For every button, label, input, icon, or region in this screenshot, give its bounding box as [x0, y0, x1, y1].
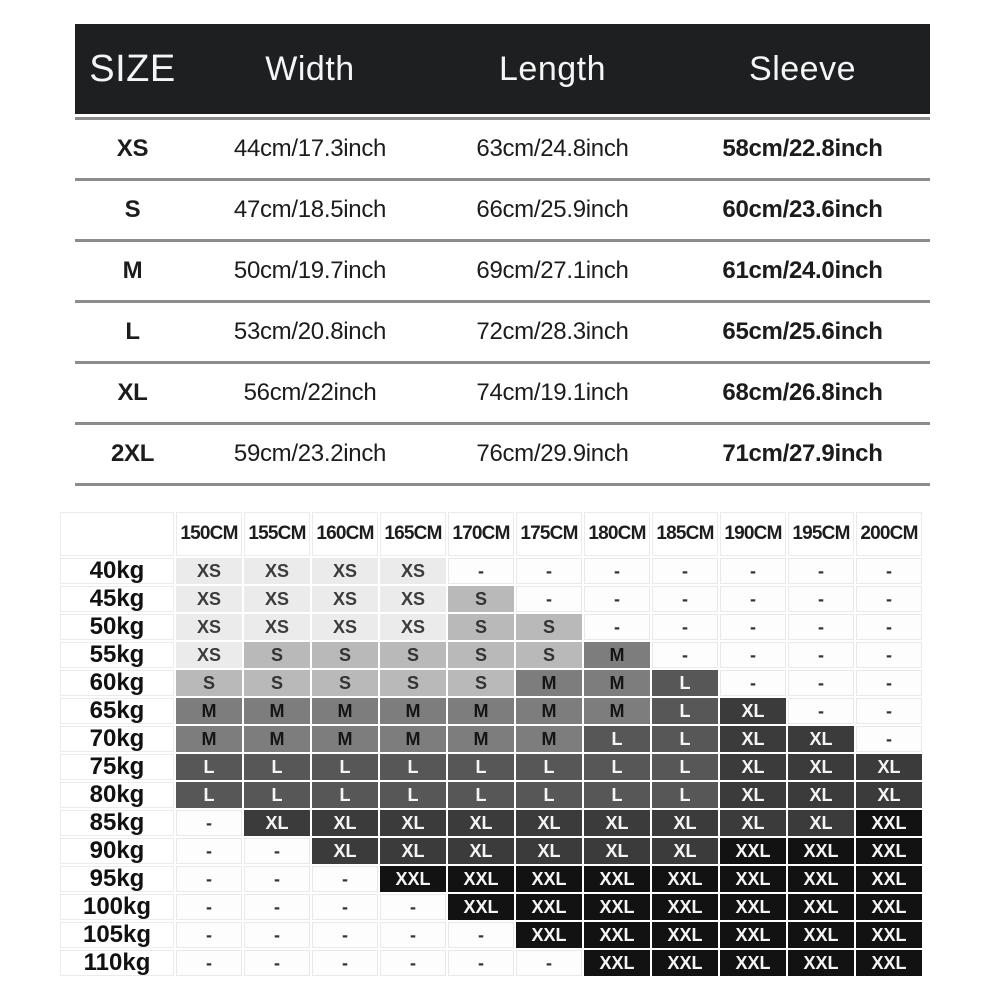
weight-label: 45kg	[60, 586, 176, 614]
empty-size-cell: -	[176, 922, 244, 950]
size-cell: XL	[720, 782, 788, 810]
empty-size-cell: -	[244, 866, 312, 894]
size-cell: XXL	[516, 866, 584, 894]
empty-size-cell: -	[312, 866, 380, 894]
size-cell: XXL	[652, 894, 720, 922]
size-cell: S	[244, 670, 312, 698]
size-cell: XXL	[788, 922, 856, 950]
size-cell: L	[176, 754, 244, 782]
measurement-value: 47cm/18.5inch	[233, 196, 387, 223]
size-cell: XL	[516, 810, 584, 838]
empty-size-cell: -	[584, 558, 652, 586]
size-cell: M	[516, 726, 584, 754]
measurement-value: 50cm/19.7inch	[233, 257, 387, 284]
size-cell: S	[448, 614, 516, 642]
size-cell: XL	[448, 810, 516, 838]
empty-size-cell: -	[652, 558, 720, 586]
size-cell: S	[244, 642, 312, 670]
measurement-row	[75, 303, 930, 364]
size-cell: M	[380, 726, 448, 754]
empty-size-cell: -	[856, 726, 924, 754]
size-cell: XL	[720, 810, 788, 838]
weight-label: 55kg	[60, 642, 176, 670]
weight-label: 95kg	[60, 866, 176, 894]
empty-size-cell: -	[176, 838, 244, 866]
size-cell: XXL	[856, 810, 924, 838]
size-cell: L	[244, 782, 312, 810]
empty-size-cell: -	[244, 894, 312, 922]
measurement-row	[75, 364, 930, 425]
size-cell: XS	[176, 642, 244, 670]
measurement-value: 60cm/23.6inch	[722, 196, 883, 223]
size-cell: XXL	[584, 922, 652, 950]
empty-size-cell: -	[856, 558, 924, 586]
empty-size-cell: -	[312, 894, 380, 922]
size-cell: XXL	[856, 866, 924, 894]
size-cell: XS	[312, 614, 380, 642]
size-cell: M	[312, 698, 380, 726]
size-cell: M	[176, 698, 244, 726]
size-cell: M	[380, 698, 448, 726]
measurement-value: 74cm/19.1inch	[476, 379, 629, 406]
height-header: 175CM	[516, 512, 584, 558]
size-cell: XL	[652, 838, 720, 866]
measurement-value: 71cm/27.9inch	[722, 440, 883, 467]
empty-size-cell: -	[788, 698, 856, 726]
size-cell: L	[244, 754, 312, 782]
size-cell: S	[448, 670, 516, 698]
empty-size-cell: -	[584, 586, 652, 614]
empty-size-cell: -	[244, 838, 312, 866]
empty-size-cell: -	[448, 950, 516, 978]
size-cell: S	[176, 670, 244, 698]
size-cell: M	[176, 726, 244, 754]
size-label: XS	[116, 135, 149, 162]
height-header: 180CM	[584, 512, 652, 558]
size-cell: XXL	[448, 894, 516, 922]
size-cell: M	[448, 698, 516, 726]
matrix-row	[60, 614, 924, 642]
size-cell: XXL	[788, 838, 856, 866]
empty-size-cell: -	[516, 558, 584, 586]
empty-size-cell: -	[176, 810, 244, 838]
size-cell: XXL	[856, 838, 924, 866]
size-cell: XXL	[652, 950, 720, 978]
measurement-column-header: Length	[499, 49, 606, 88]
measurement-value: 69cm/27.1inch	[476, 257, 629, 284]
weight-label: 105kg	[60, 922, 176, 950]
size-cell: L	[584, 782, 652, 810]
size-cell: L	[516, 782, 584, 810]
size-cell: S	[516, 614, 584, 642]
empty-size-cell: -	[652, 586, 720, 614]
size-cell: XL	[516, 838, 584, 866]
size-label: XL	[117, 379, 148, 406]
size-cell: XXL	[720, 866, 788, 894]
matrix-row	[60, 642, 924, 670]
measurement-column-header: Sleeve	[749, 49, 856, 88]
measurement-value: 61cm/24.0inch	[722, 257, 883, 284]
size-cell: XS	[312, 586, 380, 614]
size-cell: XS	[176, 586, 244, 614]
size-cell: L	[448, 782, 516, 810]
empty-size-cell: -	[856, 670, 924, 698]
height-header: 160CM	[312, 512, 380, 558]
empty-size-cell: -	[516, 586, 584, 614]
empty-size-cell: -	[652, 614, 720, 642]
size-cell: L	[176, 782, 244, 810]
size-cell: XL	[380, 838, 448, 866]
empty-size-cell: -	[856, 642, 924, 670]
matrix-row	[60, 754, 924, 782]
fit-matrix-table	[60, 512, 924, 978]
empty-size-cell: -	[176, 866, 244, 894]
size-cell: S	[380, 642, 448, 670]
size-cell: XL	[720, 698, 788, 726]
size-cell: XL	[448, 838, 516, 866]
size-cell: L	[652, 698, 720, 726]
size-cell: S	[448, 586, 516, 614]
empty-size-cell: -	[176, 894, 244, 922]
size-cell: XL	[720, 754, 788, 782]
size-cell: L	[312, 754, 380, 782]
size-cell: L	[516, 754, 584, 782]
weight-label: 70kg	[60, 726, 176, 754]
weight-label: 75kg	[60, 754, 176, 782]
size-cell: L	[380, 782, 448, 810]
empty-size-cell: -	[380, 922, 448, 950]
measurement-value: 66cm/25.9inch	[476, 196, 629, 223]
size-cell: XXL	[720, 838, 788, 866]
size-cell: XXL	[448, 866, 516, 894]
empty-size-cell: -	[856, 614, 924, 642]
size-label: L	[125, 318, 140, 345]
height-header: 165CM	[380, 512, 448, 558]
measurement-value: 53cm/20.8inch	[233, 318, 387, 345]
size-cell: XL	[312, 838, 380, 866]
size-cell: S	[448, 642, 516, 670]
size-cell: XXL	[652, 866, 720, 894]
empty-size-cell: -	[584, 614, 652, 642]
height-header: 190CM	[720, 512, 788, 558]
empty-size-cell: -	[720, 614, 788, 642]
size-cell: XL	[652, 810, 720, 838]
matrix-row	[60, 810, 924, 838]
weight-label: 90kg	[60, 838, 176, 866]
weight-label: 110kg	[60, 950, 176, 978]
size-cell: XS	[380, 558, 448, 586]
empty-size-cell: -	[380, 950, 448, 978]
empty-size-cell: -	[788, 586, 856, 614]
measurement-row	[75, 181, 930, 242]
empty-size-cell: -	[312, 950, 380, 978]
matrix-row	[60, 670, 924, 698]
empty-size-cell: -	[516, 950, 584, 978]
measurement-value: 56cm/22inch	[243, 379, 377, 406]
size-cell: XL	[788, 726, 856, 754]
size-cell: XXL	[788, 866, 856, 894]
matrix-row	[60, 894, 924, 922]
size-cell: XXL	[584, 950, 652, 978]
size-label: 2XL	[110, 440, 155, 467]
size-cell: XS	[380, 586, 448, 614]
size-cell: XXL	[584, 894, 652, 922]
measurement-row	[75, 242, 930, 303]
height-header: 200CM	[856, 512, 924, 558]
size-cell: XXL	[788, 894, 856, 922]
size-cell: XXL	[856, 950, 924, 978]
size-cell: S	[380, 670, 448, 698]
matrix-corner-cell	[60, 512, 176, 558]
size-cell: XXL	[720, 922, 788, 950]
measurement-value: 76cm/29.9inch	[476, 440, 629, 467]
size-cell: XS	[176, 558, 244, 586]
measurement-value: 65cm/25.6inch	[722, 318, 883, 345]
size-cell: XL	[584, 838, 652, 866]
size-cell: M	[312, 726, 380, 754]
height-header: 155CM	[244, 512, 312, 558]
size-cell: XS	[244, 558, 312, 586]
matrix-row	[60, 586, 924, 614]
empty-size-cell: -	[380, 894, 448, 922]
empty-size-cell: -	[448, 922, 516, 950]
measurement-column-header: SIZE	[89, 47, 176, 90]
measurement-value: 72cm/28.3inch	[476, 318, 629, 345]
size-cell: S	[312, 670, 380, 698]
size-cell: XS	[244, 614, 312, 642]
size-label: S	[124, 196, 141, 223]
weight-label: 80kg	[60, 782, 176, 810]
matrix-row	[60, 922, 924, 950]
size-cell: M	[584, 642, 652, 670]
size-cell: XL	[584, 810, 652, 838]
measurement-table-header	[75, 24, 930, 114]
measurement-value: 58cm/22.8inch	[722, 135, 883, 162]
empty-size-cell: -	[244, 922, 312, 950]
size-cell: XXL	[856, 922, 924, 950]
size-cell: XL	[856, 782, 924, 810]
size-cell: XL	[788, 754, 856, 782]
height-header: 170CM	[448, 512, 516, 558]
weight-label: 40kg	[60, 558, 176, 586]
size-cell: XS	[176, 614, 244, 642]
size-cell: L	[312, 782, 380, 810]
size-cell: XL	[244, 810, 312, 838]
size-cell: M	[584, 670, 652, 698]
weight-label: 85kg	[60, 810, 176, 838]
size-cell: L	[652, 670, 720, 698]
empty-size-cell: -	[720, 558, 788, 586]
matrix-row	[60, 838, 924, 866]
measurement-value: 63cm/24.8inch	[476, 135, 629, 162]
empty-size-cell: -	[176, 950, 244, 978]
height-header: 185CM	[652, 512, 720, 558]
empty-size-cell: -	[788, 614, 856, 642]
measurement-value: 68cm/26.8inch	[722, 379, 883, 406]
size-cell: M	[244, 726, 312, 754]
measurement-value: 59cm/23.2inch	[233, 440, 387, 467]
size-cell: L	[652, 754, 720, 782]
size-cell: M	[516, 670, 584, 698]
size-cell: XXL	[516, 922, 584, 950]
weight-label: 100kg	[60, 894, 176, 922]
size-cell: M	[584, 698, 652, 726]
weight-label: 60kg	[60, 670, 176, 698]
empty-size-cell: -	[788, 558, 856, 586]
size-cell: XXL	[380, 866, 448, 894]
size-cell: L	[652, 782, 720, 810]
size-cell: L	[584, 754, 652, 782]
size-cell: S	[312, 642, 380, 670]
size-cell: XS	[244, 586, 312, 614]
matrix-row	[60, 558, 924, 586]
size-cell: XXL	[584, 866, 652, 894]
size-cell: XL	[720, 726, 788, 754]
matrix-row	[60, 726, 924, 754]
empty-size-cell: -	[652, 642, 720, 670]
size-cell: XXL	[516, 894, 584, 922]
empty-size-cell: -	[720, 586, 788, 614]
size-cell: L	[380, 754, 448, 782]
weight-label: 50kg	[60, 614, 176, 642]
measurement-table	[75, 24, 930, 486]
empty-size-cell: -	[856, 698, 924, 726]
height-header: 195CM	[788, 512, 856, 558]
empty-size-cell: -	[312, 922, 380, 950]
size-cell: XXL	[856, 894, 924, 922]
measurement-row	[75, 425, 930, 486]
size-cell: L	[652, 726, 720, 754]
empty-size-cell: -	[244, 950, 312, 978]
size-cell: XL	[380, 810, 448, 838]
size-cell: S	[516, 642, 584, 670]
size-cell: XL	[856, 754, 924, 782]
size-cell: XL	[788, 782, 856, 810]
size-cell: XXL	[720, 950, 788, 978]
matrix-row	[60, 866, 924, 894]
size-cell: M	[448, 726, 516, 754]
size-cell: M	[244, 698, 312, 726]
matrix-row	[60, 782, 924, 810]
measurement-row	[75, 120, 930, 181]
matrix-header-row	[60, 512, 924, 558]
size-cell: XS	[380, 614, 448, 642]
empty-size-cell: -	[788, 670, 856, 698]
measurement-table-body	[75, 117, 930, 486]
size-cell: XL	[788, 810, 856, 838]
empty-size-cell: -	[720, 642, 788, 670]
empty-size-cell: -	[448, 558, 516, 586]
size-cell: XXL	[720, 894, 788, 922]
size-cell: M	[516, 698, 584, 726]
empty-size-cell: -	[720, 670, 788, 698]
measurement-column-header: Width	[265, 49, 355, 88]
size-label: M	[122, 257, 143, 284]
weight-label: 65kg	[60, 698, 176, 726]
size-cell: L	[448, 754, 516, 782]
size-cell: XXL	[788, 950, 856, 978]
height-header: 150CM	[176, 512, 244, 558]
size-cell: XS	[312, 558, 380, 586]
size-cell: XL	[312, 810, 380, 838]
empty-size-cell: -	[788, 642, 856, 670]
size-cell: XXL	[652, 922, 720, 950]
empty-size-cell: -	[856, 586, 924, 614]
matrix-row	[60, 950, 924, 978]
size-cell: L	[584, 726, 652, 754]
matrix-row	[60, 698, 924, 726]
measurement-value: 44cm/17.3inch	[233, 135, 387, 162]
